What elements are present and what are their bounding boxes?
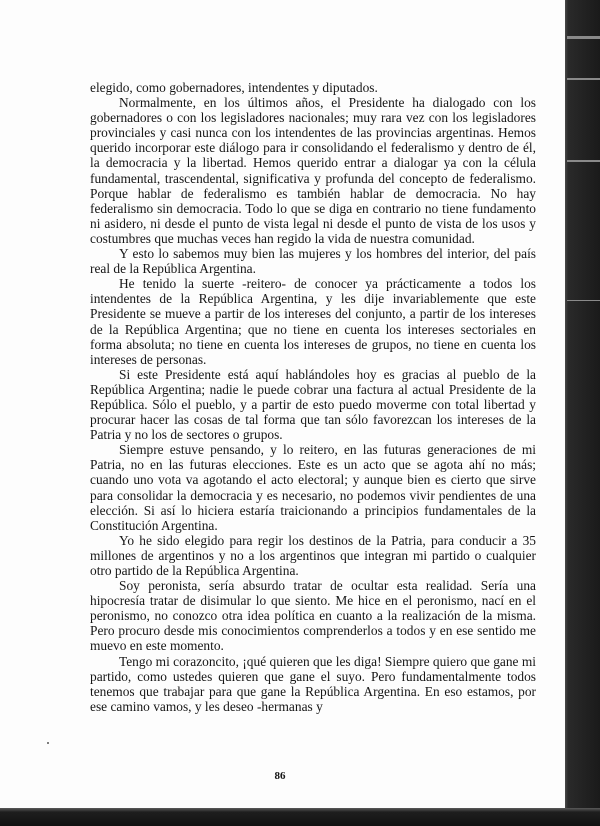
paragraph: Normalmente, en los últimos años, el Presidente ha dialogado con los gobernadores o con los legisladores nacionales; muy rara vez con los legisladores provinciales y casi nunca con los intendentes de las provincias argentinas. Hemos querido incorporar este diálogo para ir consolidando el federalismo y dentro de él, la democracia y la libertad. Hemos querido entrar a dialogar ya con la célula fundamental, trascendental, significativa y profunda del concepto de federalismo. Porque hablar de federalismo es también hablar de democracia. No hay federalismo sin democracia. Todo lo que se diga en contrario no tiene fundamento ni asidero, ni desde el punto de vista legal ni desde el punto de vista de los usos y costumbres que muchas veces han regido la vida de nuestra comunidad.	[90, 95, 536, 246]
scan-speck	[47, 742, 49, 744]
paragraph: Yo he sido elegido para regir los destinos de la Patria, para conducir a 35 millones de argentinos y no a los argentinos que integran mi partido o cualquier otro partido de la República Argentina.	[90, 532, 536, 578]
paragraph: Soy peronista, sería absurdo tratar de ocultar esta realidad. Sería una hipocresía tratar de disimular lo que siento. Me hice en el peronismo, nací en el peronismo, no conozco otra idea política en cuanto a la realización de la misma. Pero procuro desde mis conocimientos comprenderlos a todos y en ese sentido me muevo en este momento.	[90, 578, 536, 654]
paragraph: Tengo mi corazoncito, ¡qué quieren que les diga! Siempre quiero que gane mi partido, como ustedes quieren que gane el suyo. Pero fundamentalmente todos tenemos que trabajar para que gane la República Argentina. En eso estamos, por ese camino vamos, y les deseo -hermanas y	[90, 653, 536, 714]
page-number: 86	[274, 770, 286, 782]
paragraph: Si este Presidente está aquí hablándoles hoy es gracias al pueblo de la República Argentina; nadie le puede cobrar una factura al actual Presidente de la República. Sólo el pueblo, y a partir de esto puedo moverme con total libertad y procurar hacer las cosas de tal forma que tan sólo favorezcan los intereses de la Patria y no los de sectores o grupos.	[90, 366, 536, 443]
body-text	[90, 80, 536, 714]
paragraph: elegido, como gobernadores, intendentes y diputados.	[90, 80, 378, 95]
scanned-right-edge	[565, 0, 600, 826]
paragraph: He tenido la suerte -reitero- de conocer ya prácticamente a todos los intendentes de la República Argentina, y les dije invariablemente que este Presidente se mueve a partir de los intereses del conjunto, a partir de los intereses de la República Argentina; que no tiene en cuenta los intereses sectoriales en forma absoluta; no tiene en cuenta los intereses de grupos, no tiene en cuenta los intereses de personas.	[90, 276, 536, 367]
scanned-bottom-edge	[0, 808, 600, 826]
paragraph: Y esto lo sabemos muy bien las mujeres y los hombres del interior, del país real de la República Argentina.	[90, 246, 536, 277]
paragraph: Siempre estuve pensando, y lo reitero, en las futuras generaciones de mi Patria, no en las futuras elecciones. Este es un acto que se agota ahí no más; cuando uno vota va agotando el acto electoral; y aunque bien es cierto que sirve para consolidar la democracia y es necesario, no podemos vivir pendientes de una elección. Si así lo hiciera estaría traicionando a principios fundamentales de la Constitución Argentina.	[90, 442, 536, 533]
